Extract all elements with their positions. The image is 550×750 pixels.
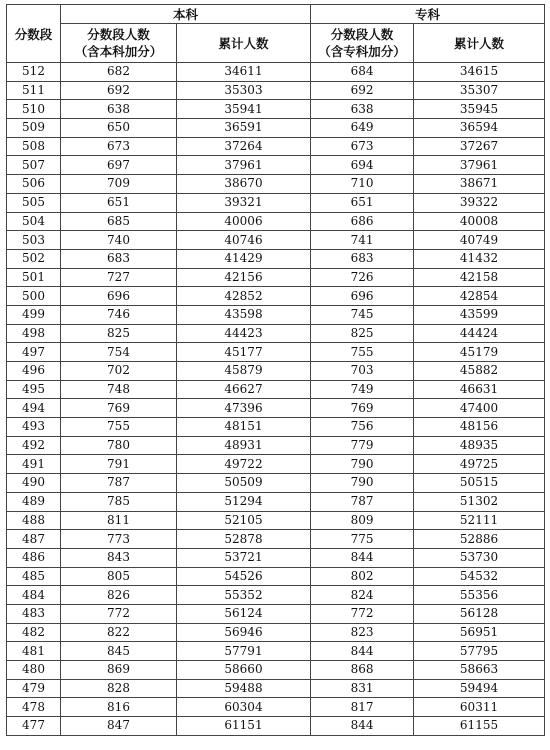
cell-score: 494 (7, 399, 61, 418)
cell-benke-count: 787 (61, 474, 177, 493)
header-benke-count-line2: （含本科加分） (74, 44, 163, 59)
header-group-benke: 本科 (61, 5, 311, 24)
cell-benke-cumulative: 37264 (177, 137, 311, 156)
cell-zhuanke-count: 790 (311, 474, 414, 493)
cell-score: 487 (7, 530, 61, 549)
cell-score: 477 (7, 717, 61, 736)
cell-zhuanke-cumulative: 40008 (414, 212, 545, 231)
cell-benke-count: 727 (61, 268, 177, 287)
cell-zhuanke-count: 868 (311, 661, 414, 680)
cell-benke-count: 785 (61, 492, 177, 511)
cell-zhuanke-count: 769 (311, 399, 414, 418)
cell-score: 498 (7, 324, 61, 343)
cell-benke-cumulative: 40746 (177, 231, 311, 250)
table-row (7, 455, 545, 474)
cell-zhuanke-cumulative: 45882 (414, 362, 545, 381)
cell-score: 493 (7, 418, 61, 437)
header-zhuanke-count-line1: 分数段人数 (330, 27, 394, 42)
table-row (7, 623, 545, 642)
table-row (7, 604, 545, 623)
cell-benke-count: 772 (61, 604, 177, 623)
cell-benke-count: 826 (61, 586, 177, 605)
table-row (7, 343, 545, 362)
table-row (7, 156, 545, 175)
cell-zhuanke-count: 696 (311, 287, 414, 306)
cell-benke-cumulative: 35941 (177, 100, 311, 119)
table-row (7, 418, 545, 437)
cell-benke-cumulative: 56124 (177, 604, 311, 623)
cell-zhuanke-count: 817 (311, 698, 414, 717)
cell-benke-cumulative: 44423 (177, 324, 311, 343)
cell-zhuanke-count: 844 (311, 717, 414, 736)
cell-benke-cumulative: 57791 (177, 642, 311, 661)
cell-zhuanke-cumulative: 59494 (414, 679, 545, 698)
header-zhuanke-count-line2: （含专科加分） (318, 44, 406, 59)
cell-benke-count: 650 (61, 119, 177, 138)
cell-zhuanke-cumulative: 38671 (414, 175, 545, 194)
cell-score: 483 (7, 604, 61, 623)
cell-score: 495 (7, 380, 61, 399)
cell-zhuanke-cumulative: 35307 (414, 81, 545, 100)
table-row (7, 399, 545, 418)
cell-benke-cumulative: 34611 (177, 63, 311, 82)
cell-benke-count: 673 (61, 137, 177, 156)
cell-benke-count: 769 (61, 399, 177, 418)
cell-zhuanke-cumulative: 37267 (414, 137, 545, 156)
cell-score: 485 (7, 567, 61, 586)
cell-score: 488 (7, 511, 61, 530)
cell-score: 497 (7, 343, 61, 362)
cell-score: 492 (7, 436, 61, 455)
cell-zhuanke-count: 684 (311, 63, 414, 82)
cell-benke-count: 696 (61, 287, 177, 306)
header-benke-count-line1: 分数段人数 (87, 27, 150, 42)
cell-zhuanke-count: 775 (311, 530, 414, 549)
table-row (7, 679, 545, 698)
table-row (7, 231, 545, 250)
table-row (7, 63, 545, 82)
cell-score: 509 (7, 119, 61, 138)
cell-benke-count: 845 (61, 642, 177, 661)
table-row (7, 474, 545, 493)
cell-score: 478 (7, 698, 61, 717)
cell-score: 503 (7, 231, 61, 250)
cell-benke-count: 773 (61, 530, 177, 549)
cell-zhuanke-count: 831 (311, 679, 414, 698)
cell-benke-count: 740 (61, 231, 177, 250)
cell-benke-count: 638 (61, 100, 177, 119)
cell-benke-count: 748 (61, 380, 177, 399)
table-row (7, 287, 545, 306)
cell-benke-count: 869 (61, 661, 177, 680)
cell-zhuanke-count: 649 (311, 119, 414, 138)
cell-zhuanke-count: 741 (311, 231, 414, 250)
cell-benke-count: 843 (61, 548, 177, 567)
cell-benke-count: 697 (61, 156, 177, 175)
table-header (7, 5, 545, 63)
cell-benke-cumulative: 49722 (177, 455, 311, 474)
cell-benke-count: 651 (61, 193, 177, 212)
cell-benke-cumulative: 39321 (177, 193, 311, 212)
cell-zhuanke-cumulative: 51302 (414, 492, 545, 511)
cell-benke-cumulative: 47396 (177, 399, 311, 418)
cell-zhuanke-cumulative: 58663 (414, 661, 545, 680)
cell-benke-cumulative: 61151 (177, 717, 311, 736)
cell-score: 489 (7, 492, 61, 511)
cell-benke-count: 816 (61, 698, 177, 717)
cell-benke-count: 828 (61, 679, 177, 698)
cell-score: 507 (7, 156, 61, 175)
table-row (7, 175, 545, 194)
table-row (7, 436, 545, 455)
cell-benke-cumulative: 42156 (177, 268, 311, 287)
cell-benke-count: 702 (61, 362, 177, 381)
cell-benke-cumulative: 56946 (177, 623, 311, 642)
cell-score: 491 (7, 455, 61, 474)
table-row (7, 81, 545, 100)
table-row (7, 119, 545, 138)
cell-zhuanke-count: 772 (311, 604, 414, 623)
cell-zhuanke-count: 726 (311, 268, 414, 287)
header-group-zhuanke: 专科 (311, 5, 545, 24)
cell-zhuanke-cumulative: 46631 (414, 380, 545, 399)
table-row (7, 642, 545, 661)
cell-zhuanke-cumulative: 57795 (414, 642, 545, 661)
cell-benke-cumulative: 54526 (177, 567, 311, 586)
cell-benke-count: 780 (61, 436, 177, 455)
table-row (7, 492, 545, 511)
cell-score: 501 (7, 268, 61, 287)
table-row (7, 268, 545, 287)
cell-zhuanke-cumulative: 39322 (414, 193, 545, 212)
cell-zhuanke-count: 683 (311, 249, 414, 268)
table-row (7, 567, 545, 586)
cell-benke-count: 755 (61, 418, 177, 437)
cell-zhuanke-cumulative: 40749 (414, 231, 545, 250)
table-row (7, 698, 545, 717)
cell-zhuanke-cumulative: 47400 (414, 399, 545, 418)
cell-benke-cumulative: 40006 (177, 212, 311, 231)
cell-zhuanke-cumulative: 52886 (414, 530, 545, 549)
header-row-group (7, 5, 545, 24)
cell-zhuanke-count: 755 (311, 343, 414, 362)
table-row (7, 530, 545, 549)
cell-benke-count: 685 (61, 212, 177, 231)
cell-benke-count: 805 (61, 567, 177, 586)
cell-zhuanke-count: 756 (311, 418, 414, 437)
header-row-columns (7, 24, 545, 63)
cell-score: 512 (7, 63, 61, 82)
cell-zhuanke-cumulative: 48156 (414, 418, 545, 437)
cell-zhuanke-count: 638 (311, 100, 414, 119)
table-row (7, 100, 545, 119)
cell-benke-cumulative: 52878 (177, 530, 311, 549)
table-row (7, 305, 545, 324)
cell-score: 505 (7, 193, 61, 212)
cell-benke-cumulative: 58660 (177, 661, 311, 680)
cell-zhuanke-cumulative: 56128 (414, 604, 545, 623)
cell-zhuanke-cumulative: 35945 (414, 100, 545, 119)
cell-zhuanke-cumulative: 49725 (414, 455, 545, 474)
cell-zhuanke-count: 673 (311, 137, 414, 156)
table-body (7, 63, 545, 736)
cell-benke-cumulative: 53721 (177, 548, 311, 567)
cell-benke-count: 811 (61, 511, 177, 530)
cell-score: 480 (7, 661, 61, 680)
cell-score: 482 (7, 623, 61, 642)
cell-score: 506 (7, 175, 61, 194)
header-benke-count (61, 24, 177, 63)
cell-benke-cumulative: 45177 (177, 343, 311, 362)
cell-benke-count: 822 (61, 623, 177, 642)
cell-zhuanke-count: 823 (311, 623, 414, 642)
cell-zhuanke-count: 802 (311, 567, 414, 586)
cell-score: 499 (7, 305, 61, 324)
header-zhuanke-count (311, 24, 414, 63)
cell-score: 479 (7, 679, 61, 698)
cell-zhuanke-count: 844 (311, 642, 414, 661)
cell-benke-cumulative: 43598 (177, 305, 311, 324)
cell-zhuanke-cumulative: 42158 (414, 268, 545, 287)
table-row (7, 193, 545, 212)
cell-benke-cumulative: 51294 (177, 492, 311, 511)
cell-zhuanke-cumulative: 37961 (414, 156, 545, 175)
cell-benke-cumulative: 52105 (177, 511, 311, 530)
cell-score: 500 (7, 287, 61, 306)
cell-benke-count: 746 (61, 305, 177, 324)
cell-benke-count: 683 (61, 249, 177, 268)
cell-benke-cumulative: 55352 (177, 586, 311, 605)
table-row (7, 324, 545, 343)
cell-zhuanke-count: 809 (311, 511, 414, 530)
cell-zhuanke-cumulative: 56951 (414, 623, 545, 642)
cell-zhuanke-count: 651 (311, 193, 414, 212)
table-row (7, 586, 545, 605)
cell-zhuanke-cumulative: 45179 (414, 343, 545, 362)
header-score-band: 分数段 (7, 5, 61, 63)
cell-score: 510 (7, 100, 61, 119)
cell-zhuanke-cumulative: 43599 (414, 305, 545, 324)
cell-zhuanke-cumulative: 53730 (414, 548, 545, 567)
cell-benke-count: 847 (61, 717, 177, 736)
cell-zhuanke-cumulative: 52111 (414, 511, 545, 530)
table-row (7, 717, 545, 736)
cell-benke-count: 692 (61, 81, 177, 100)
cell-zhuanke-cumulative: 41432 (414, 249, 545, 268)
table-row (7, 661, 545, 680)
cell-benke-count: 791 (61, 455, 177, 474)
score-distribution-table (6, 4, 545, 736)
cell-zhuanke-cumulative: 50515 (414, 474, 545, 493)
cell-score: 484 (7, 586, 61, 605)
cell-zhuanke-count: 790 (311, 455, 414, 474)
cell-benke-count: 709 (61, 175, 177, 194)
table-row (7, 212, 545, 231)
cell-benke-cumulative: 42852 (177, 287, 311, 306)
cell-benke-cumulative: 37961 (177, 156, 311, 175)
score-distribution-table-container (6, 4, 545, 736)
cell-zhuanke-cumulative: 42854 (414, 287, 545, 306)
header-zhuanke-cumulative: 累计人数 (414, 24, 545, 63)
cell-zhuanke-count: 710 (311, 175, 414, 194)
cell-benke-cumulative: 60304 (177, 698, 311, 717)
cell-score: 508 (7, 137, 61, 156)
cell-zhuanke-count: 686 (311, 212, 414, 231)
cell-benke-cumulative: 48151 (177, 418, 311, 437)
cell-benke-cumulative: 50509 (177, 474, 311, 493)
cell-score: 490 (7, 474, 61, 493)
cell-benke-count: 825 (61, 324, 177, 343)
cell-zhuanke-count: 779 (311, 436, 414, 455)
table-row (7, 380, 545, 399)
cell-score: 486 (7, 548, 61, 567)
cell-benke-count: 682 (61, 63, 177, 82)
cell-zhuanke-count: 692 (311, 81, 414, 100)
table-row (7, 137, 545, 156)
cell-zhuanke-count: 749 (311, 380, 414, 399)
cell-score: 504 (7, 212, 61, 231)
cell-benke-cumulative: 36591 (177, 119, 311, 138)
cell-zhuanke-count: 824 (311, 586, 414, 605)
cell-zhuanke-cumulative: 44424 (414, 324, 545, 343)
cell-benke-cumulative: 35303 (177, 81, 311, 100)
cell-zhuanke-count: 745 (311, 305, 414, 324)
cell-benke-cumulative: 48931 (177, 436, 311, 455)
cell-zhuanke-count: 825 (311, 324, 414, 343)
cell-benke-cumulative: 45879 (177, 362, 311, 381)
cell-zhuanke-cumulative: 48935 (414, 436, 545, 455)
cell-score: 496 (7, 362, 61, 381)
header-benke-cumulative: 累计人数 (177, 24, 311, 63)
cell-zhuanke-cumulative: 55356 (414, 586, 545, 605)
cell-zhuanke-count: 703 (311, 362, 414, 381)
table-row (7, 249, 545, 268)
table-row (7, 362, 545, 381)
cell-zhuanke-count: 694 (311, 156, 414, 175)
cell-zhuanke-cumulative: 36594 (414, 119, 545, 138)
cell-benke-count: 754 (61, 343, 177, 362)
cell-benke-cumulative: 41429 (177, 249, 311, 268)
cell-score: 511 (7, 81, 61, 100)
table-row (7, 548, 545, 567)
cell-zhuanke-count: 787 (311, 492, 414, 511)
cell-zhuanke-count: 844 (311, 548, 414, 567)
cell-zhuanke-cumulative: 60311 (414, 698, 545, 717)
cell-zhuanke-cumulative: 61155 (414, 717, 545, 736)
cell-zhuanke-cumulative: 34615 (414, 63, 545, 82)
table-row (7, 511, 545, 530)
cell-benke-cumulative: 38670 (177, 175, 311, 194)
cell-benke-cumulative: 46627 (177, 380, 311, 399)
cell-score: 502 (7, 249, 61, 268)
cell-benke-cumulative: 59488 (177, 679, 311, 698)
cell-zhuanke-cumulative: 54532 (414, 567, 545, 586)
cell-score: 481 (7, 642, 61, 661)
